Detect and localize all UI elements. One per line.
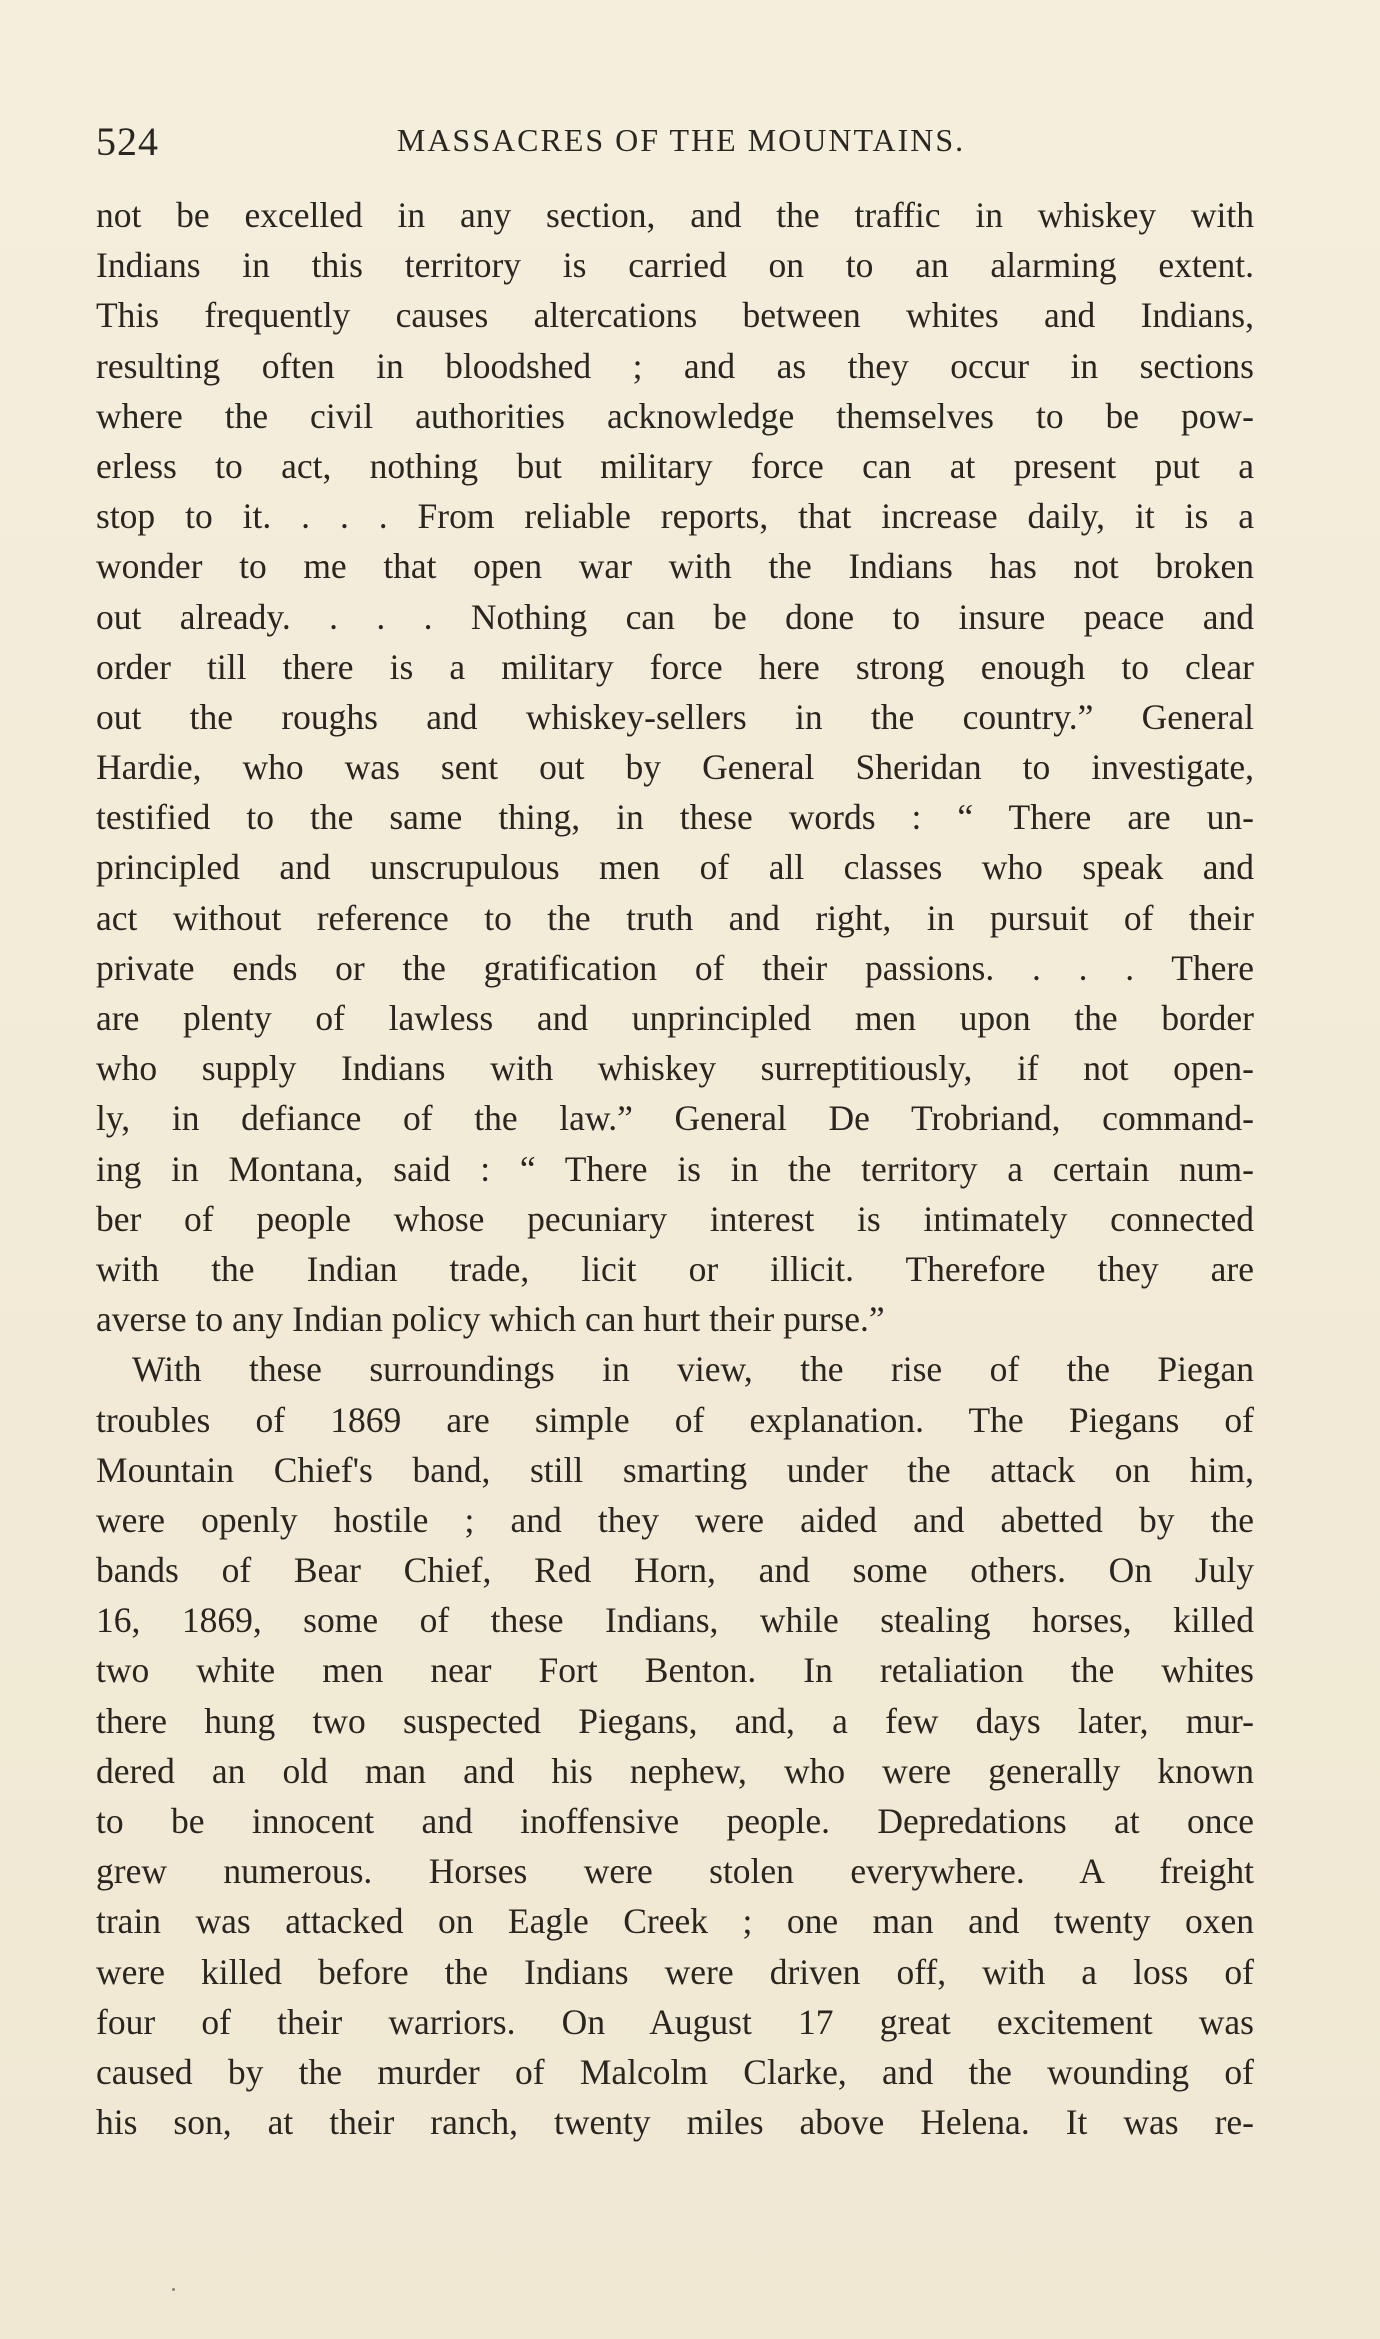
page-number: 524 bbox=[96, 119, 159, 164]
text-line: two white men near Fort Benton. In retaliation the whites bbox=[96, 1650, 1254, 1691]
text-line: Indians in this territory is carried on to an alarming extent. bbox=[96, 245, 1254, 286]
text-line: where the civil authorities acknowledge themselves to be pow- bbox=[96, 395, 1254, 436]
text-line: This frequently causes altercations between whites and Indians, bbox=[96, 295, 1254, 336]
text-line: Mountain Chief's band, still smarting under the attack on him, bbox=[96, 1449, 1254, 1490]
text-line: with the Indian trade, licit or illicit. Therefore they are bbox=[96, 1248, 1254, 1289]
paper-speck bbox=[172, 2288, 175, 2291]
body-text bbox=[96, 190, 1254, 2147]
text-line: act without reference to the truth and right, in pursuit of their bbox=[96, 897, 1254, 938]
text-line: ber of people whose pecuniary interest is intimately connected bbox=[96, 1198, 1254, 1239]
text-line: were openly hostile ; and they were aided and abetted by the bbox=[96, 1499, 1254, 1540]
text-line: four of their warriors. On August 17 great excitement was bbox=[96, 2001, 1254, 2042]
text-line: his son, at their ranch, twenty miles above Helena. It was re- bbox=[96, 2102, 1254, 2143]
text-line: out already. . . . Nothing can be done to insure peace and bbox=[96, 596, 1254, 637]
text-line: caused by the murder of Malcolm Clarke, and the wounding of bbox=[96, 2051, 1254, 2092]
text-line: are plenty of lawless and unprincipled men upon the border bbox=[96, 998, 1254, 1038]
text-line: ing in Montana, said : “ There is in the territory a certain num- bbox=[96, 1148, 1254, 1189]
text-line: averse to any Indian policy which can hurt their purse.” bbox=[96, 1299, 885, 1340]
text-line: not be excelled in any section, and the traffic in whiskey with bbox=[96, 195, 1254, 235]
text-line: there hung two suspected Piegans, and, a few days later, mur- bbox=[96, 1700, 1254, 1741]
text-line: resulting often in bloodshed ; and as they occur in sections bbox=[96, 345, 1254, 386]
text-line: 16, 1869, some of these Indians, while stealing horses, killed bbox=[96, 1600, 1254, 1641]
text-line: With these surroundings in view, the rise of the Piegan bbox=[132, 1349, 1254, 1390]
text-line: erless to act, nothing but military force can at present put a bbox=[96, 445, 1254, 486]
text-line: to be innocent and inoffensive people. Depredations at once bbox=[96, 1801, 1254, 1841]
page-header bbox=[96, 118, 1266, 168]
text-line: ly, in defiance of the law.” General De Trobriand, command- bbox=[96, 1098, 1254, 1139]
text-line: were killed before the Indians were driven off, with a loss of bbox=[96, 1951, 1254, 1992]
text-line: bands of Bear Chief, Red Horn, and some others. On July bbox=[96, 1550, 1254, 1591]
text-line: order till there is a military force here strong enough to clear bbox=[96, 646, 1254, 687]
text-line: wonder to me that open war with the Indians has not broken bbox=[96, 546, 1254, 587]
text-line: Hardie, who was sent out by General Sheridan to investigate, bbox=[96, 747, 1254, 788]
text-line: train was attacked on Eagle Creek ; one man and twenty oxen bbox=[96, 1901, 1254, 1942]
text-line: troubles of 1869 are simple of explanation. The Piegans of bbox=[96, 1399, 1254, 1440]
text-line: grew numerous. Horses were stolen everywhere. A freight bbox=[96, 1851, 1254, 1892]
running-head: MASSACRES OF THE MOUNTAINS. bbox=[396, 122, 966, 158]
text-line: who supply Indians with whiskey surreptitiously, if not open- bbox=[96, 1048, 1254, 1089]
text-line: stop to it. . . . From reliable reports, that increase daily, it is a bbox=[96, 496, 1254, 537]
text-line: private ends or the gratification of their passions. . . . There bbox=[96, 947, 1254, 988]
text-line: dered an old man and his nephew, who were generally known bbox=[96, 1750, 1254, 1791]
text-line: testified to the same thing, in these words : “ There are un- bbox=[96, 797, 1254, 838]
text-line: out the roughs and whiskey-sellers in the country.” General bbox=[96, 696, 1254, 737]
text-line: principled and unscrupulous men of all classes who speak and bbox=[96, 847, 1254, 888]
